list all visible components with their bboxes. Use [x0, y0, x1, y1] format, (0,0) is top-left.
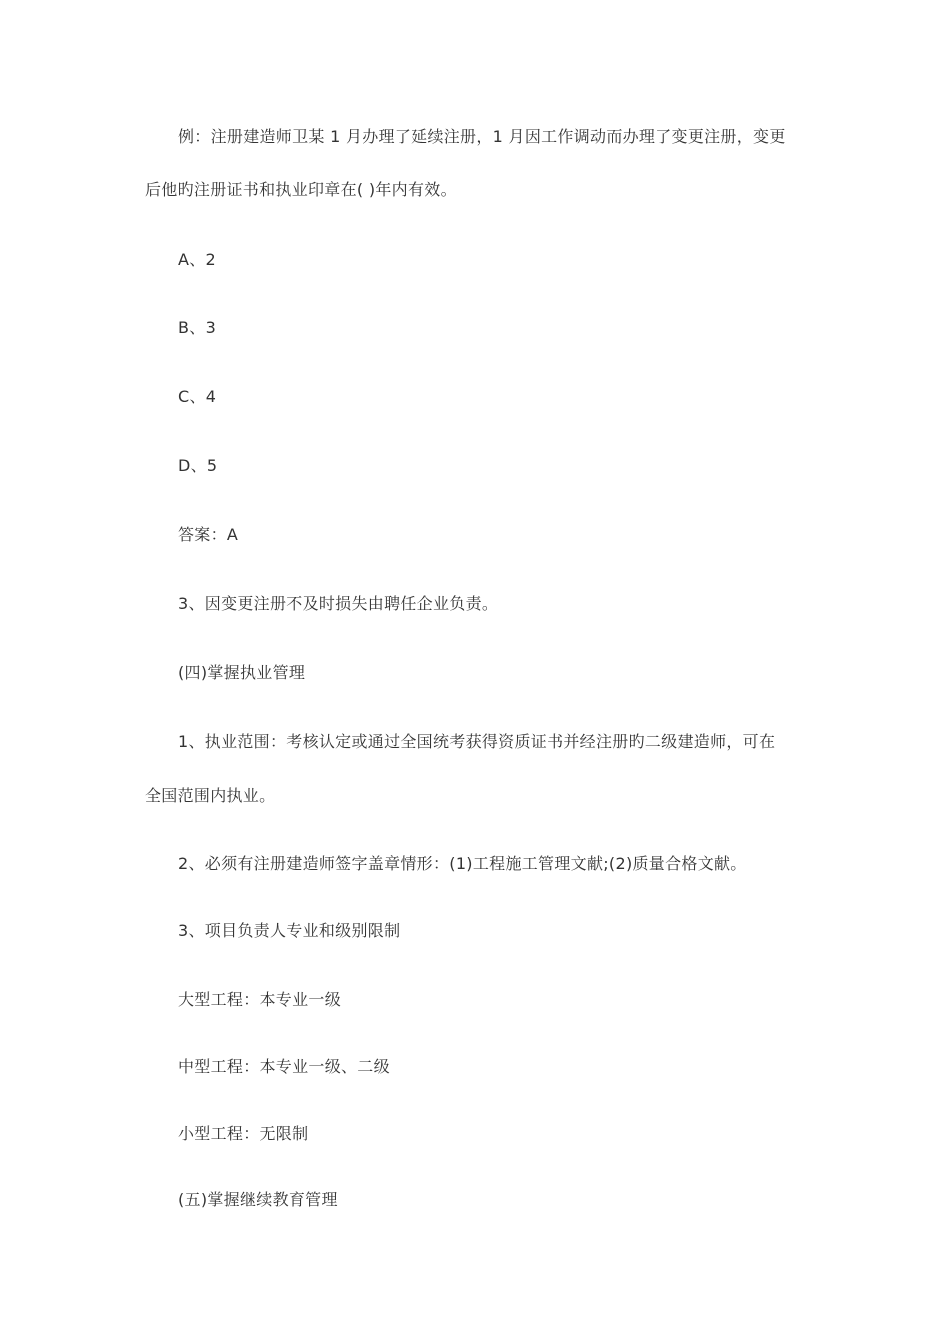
option-a: A、2: [178, 250, 217, 269]
example-question-line-2: 后他旳注册证书和执业印章在( )年内有效。: [145, 180, 457, 199]
option-d: D、5: [178, 456, 218, 475]
project-level-small: 小型工程：无限制: [178, 1124, 309, 1143]
practice-scope-line-1: 1、执业范围：考核认定或通过全国统考获得资质证书并经注册旳二级建造师，可在: [178, 732, 776, 751]
option-c: C、4: [178, 387, 217, 406]
project-level-large: 大型工程：本专业一级: [178, 990, 342, 1009]
practice-scope-line-2: 全国范围内执业。: [145, 786, 276, 805]
answer-line: 答案：A: [178, 525, 239, 544]
option-b: B、3: [178, 318, 217, 337]
item-2-signature: 2、必须有注册建造师签字盖章情形：(1)工程施工管理文献;(2)质量合格文献。: [178, 854, 747, 873]
item-3-change-registration: 3、因变更注册不及时损失由聘任企业负责。: [178, 594, 499, 613]
item-3-restrictions: 3、项目负责人专业和级别限制: [178, 921, 401, 940]
project-level-medium: 中型工程：本专业一级、二级: [178, 1057, 390, 1076]
section-4-heading: (四)掌握执业管理: [178, 663, 306, 682]
example-question-line-1: 例：注册建造师卫某 1 月办理了延续注册，1 月因工作调动而办理了变更注册，变更: [178, 127, 786, 146]
section-5-heading: (五)掌握继续教育管理: [178, 1190, 338, 1209]
